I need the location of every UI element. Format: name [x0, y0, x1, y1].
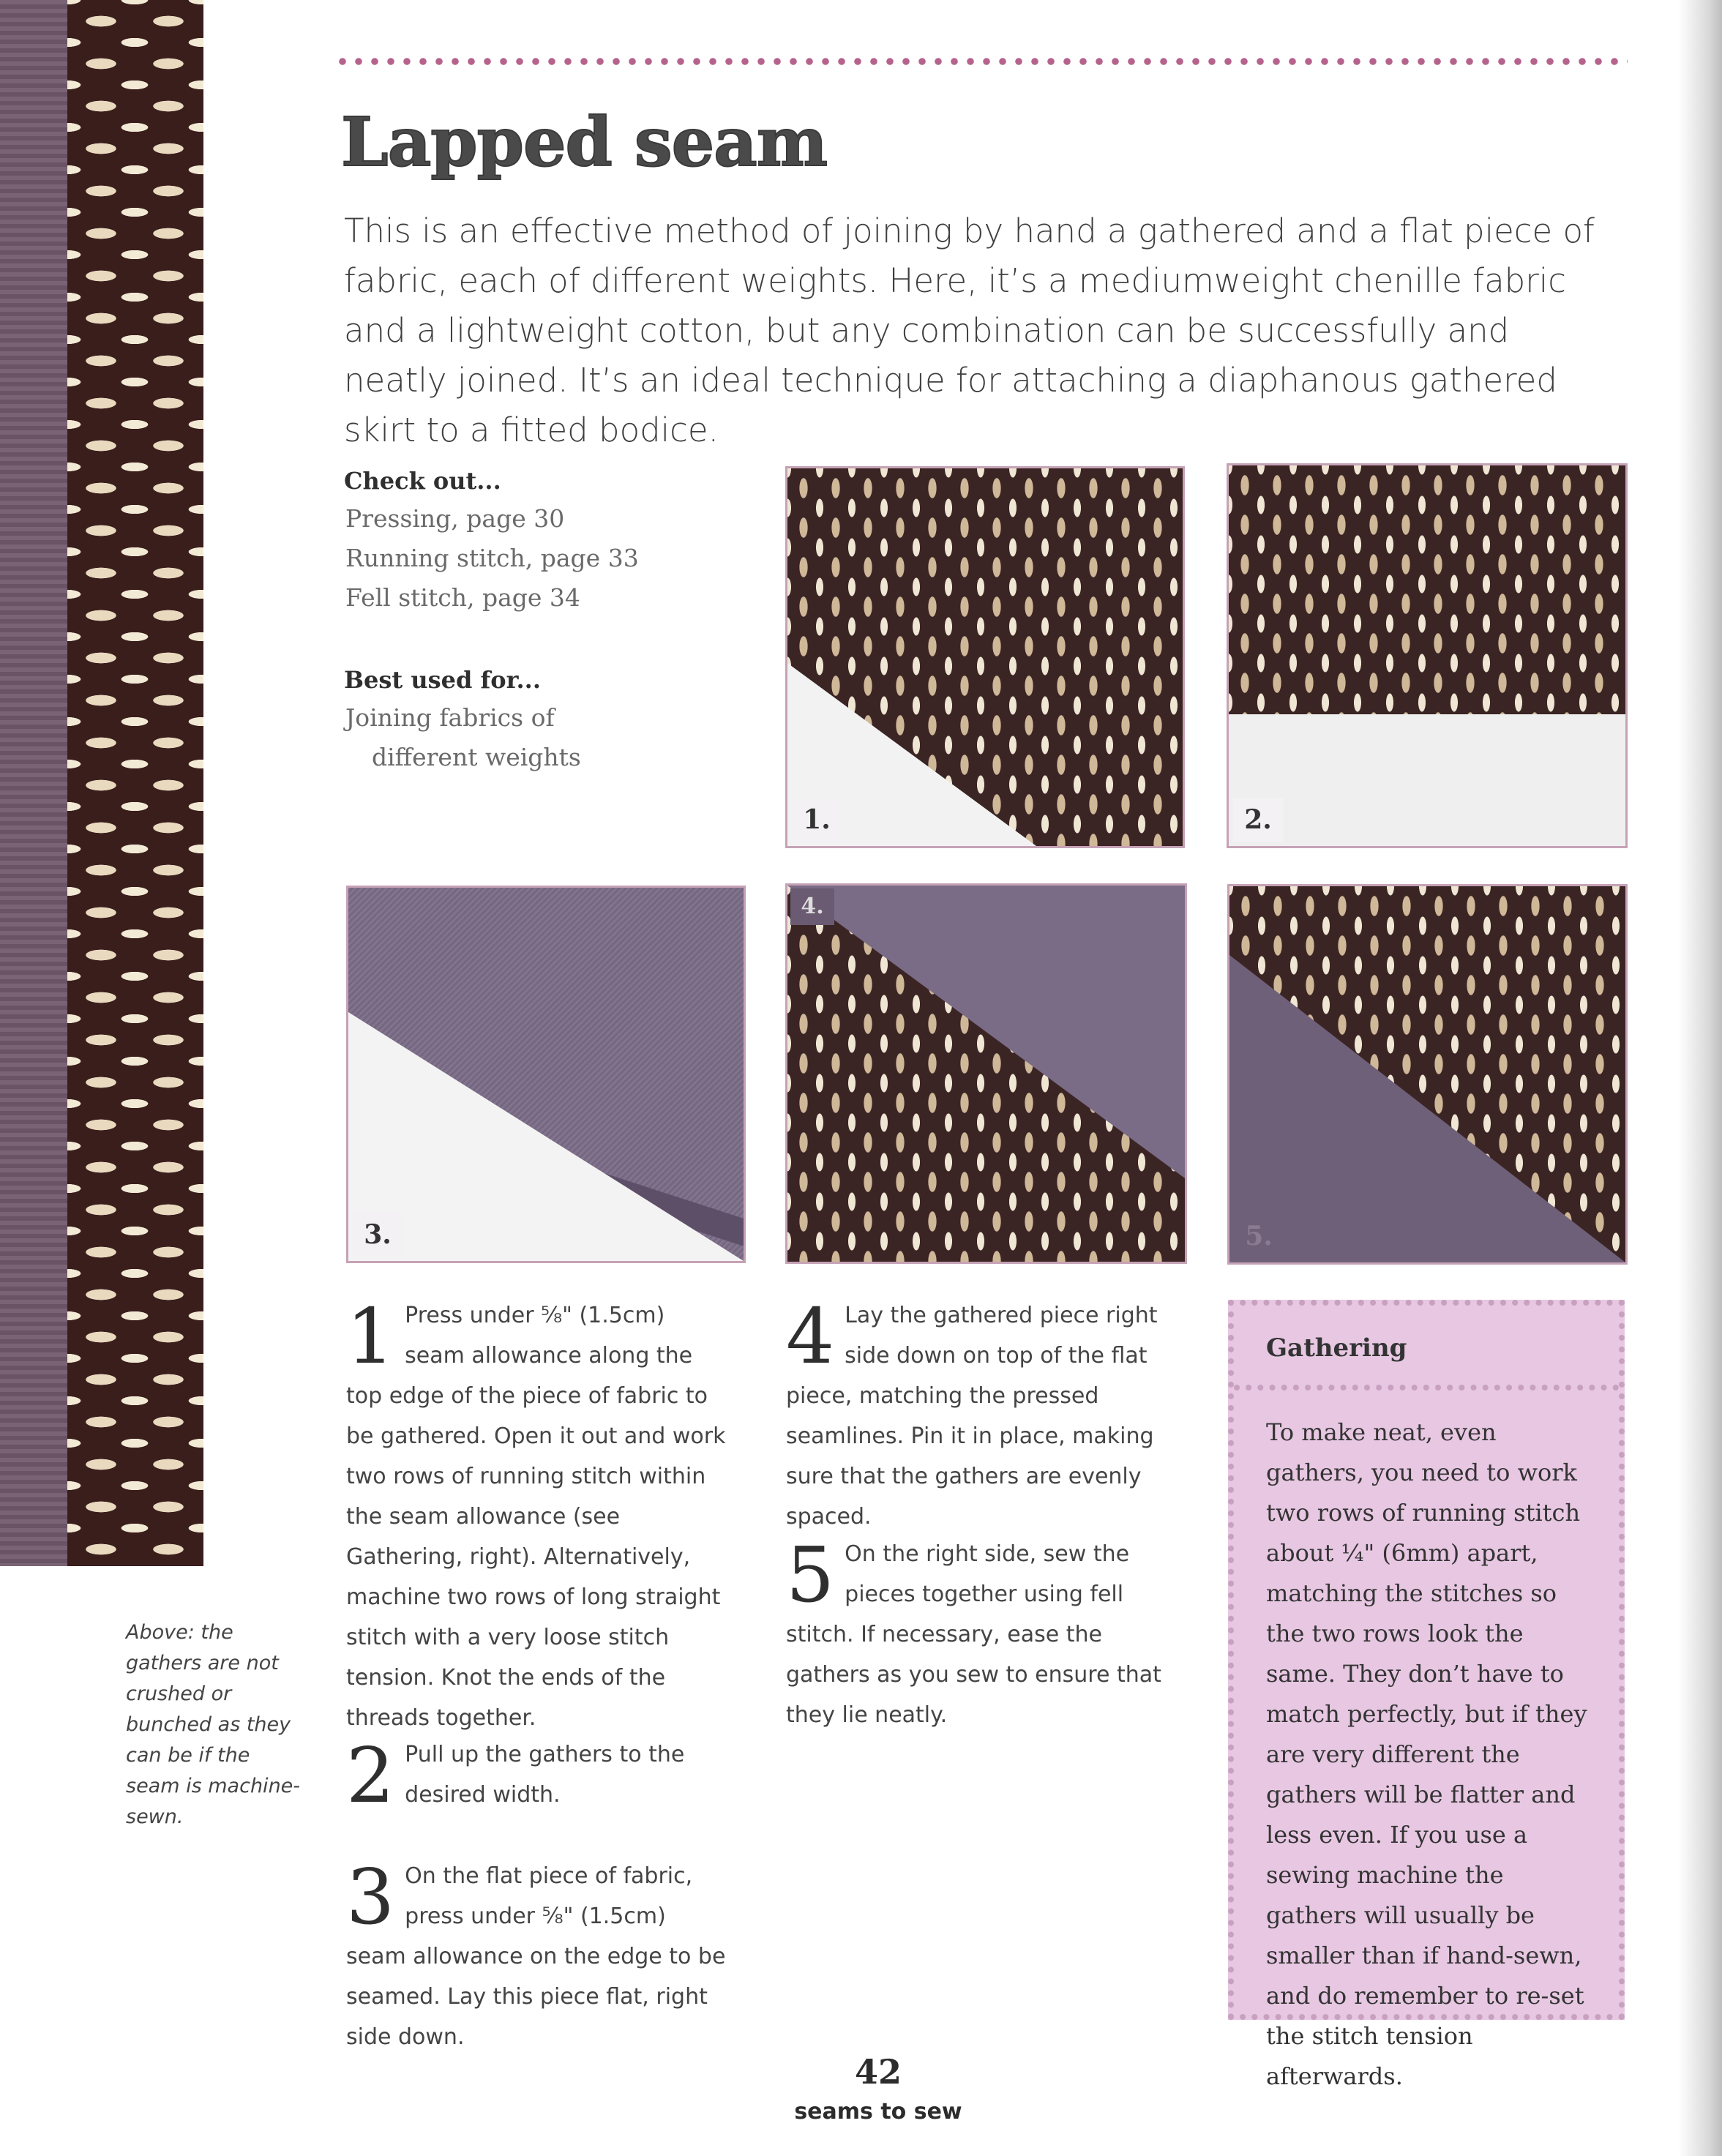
step-number: 2	[346, 1731, 395, 1820]
step-number: 5	[786, 1530, 835, 1620]
page-title: Lapped seam	[341, 102, 828, 181]
photo-label: 5.	[1245, 1221, 1273, 1251]
dotted-rule	[338, 57, 1628, 66]
chenille-trim	[0, 0, 67, 1566]
white-surface	[1229, 714, 1625, 846]
check-out-item: Running stitch, page 33	[345, 544, 639, 572]
page-number: 42	[854, 2052, 902, 2092]
section-name: seams to sew	[794, 2099, 962, 2125]
flat-fabric-piece	[1229, 955, 1625, 1262]
flat-fabric-piece	[787, 886, 1185, 1178]
photo-label: 4.	[790, 888, 834, 925]
step-text: Press under ⅝" (1.5cm) seam allowance along the top edge of the piece of fabric to be gathered. Open it out and work two rows of running stitch within the seam allowance (see Gathering, right). Alternatively, machine two rows of long straight stitch with a very loose stitch tension. Knot the ends of the threads together.	[346, 1303, 726, 1731]
gathering-tip-box	[1228, 1300, 1625, 2090]
step-text: Lay the gathered piece right side down on top of the flat piece, matching the pressed seamlines. Pin it in place, making sure that the gathers are evenly spaced.	[786, 1303, 1158, 1530]
tip-text: To make neat, even gathers, you need to work two rows of running stitch about ¼" (6mm) apart, matching the stitches so the two rows look the same. They don’t have to match perfectly, but if they are very different the gathers will be flatter and less even. If you use a sewing machine the gathers will usually be smaller than if hand-sewn, and do remember to re-set the stitch tension afterwards.	[1266, 1418, 1587, 2090]
best-used-text: different weights	[372, 743, 581, 771]
step-text: Pull up the gathers to the desired width.	[405, 1742, 685, 1808]
best-used-text: Joining fabrics of	[345, 703, 555, 732]
photo-step-3	[346, 886, 746, 1263]
white-surface	[348, 1012, 744, 1261]
photo-label: 3.	[353, 1213, 403, 1257]
check-out-item: Pressing, page 30	[345, 504, 565, 533]
step-5	[786, 1530, 1181, 1735]
photo-label: 2.	[1233, 798, 1283, 842]
photo-step-5	[1227, 884, 1628, 1265]
best-used-heading: Best used for...	[344, 666, 541, 694]
check-out-heading: Check out...	[344, 467, 501, 495]
photo-step-2	[1227, 463, 1628, 848]
step-4	[786, 1292, 1181, 1537]
page-edge-shadow	[1678, 0, 1722, 2156]
photo-step-1	[785, 466, 1185, 848]
check-out-item: Fell stitch, page 34	[345, 583, 580, 612]
step-1	[346, 1292, 727, 1738]
step-number: 3	[346, 1852, 395, 1942]
photo-step-4	[785, 883, 1187, 1264]
step-3	[346, 1852, 727, 2057]
step-2	[346, 1731, 727, 1820]
step-number: 4	[786, 1292, 835, 1381]
photo-label: 1.	[792, 798, 842, 842]
intro-paragraph: This is an effective method of joining by hand a gathered and a flat piece of fabric, each of different weights. Here, it’s a mediumweight chenille fabric and a lightweight cotton, but any combination can be successfully and neatly joined. It’s an ideal technique for attaching a diaphanous gathered skirt to a fitted bodice.	[344, 212, 1595, 449]
step-text: On the right side, sew the pieces together using fell stitch. If necessary, ease the gathers as you sew to ensure that they lie neatly.	[786, 1541, 1161, 1728]
step-text: On the flat piece of fabric, press under ⅝" (1.5cm) seam allowance on the edge to be seamed. Lay this piece flat, right side down.	[346, 1863, 726, 2050]
step-number: 1	[346, 1292, 395, 1381]
photo-caption: Above: the gathers are not crushed or bunched as they can be if the seam is machine-sewn.	[126, 1621, 301, 1828]
tip-heading: Gathering	[1266, 1333, 1407, 1363]
dotted-rule	[1234, 1385, 1619, 1390]
